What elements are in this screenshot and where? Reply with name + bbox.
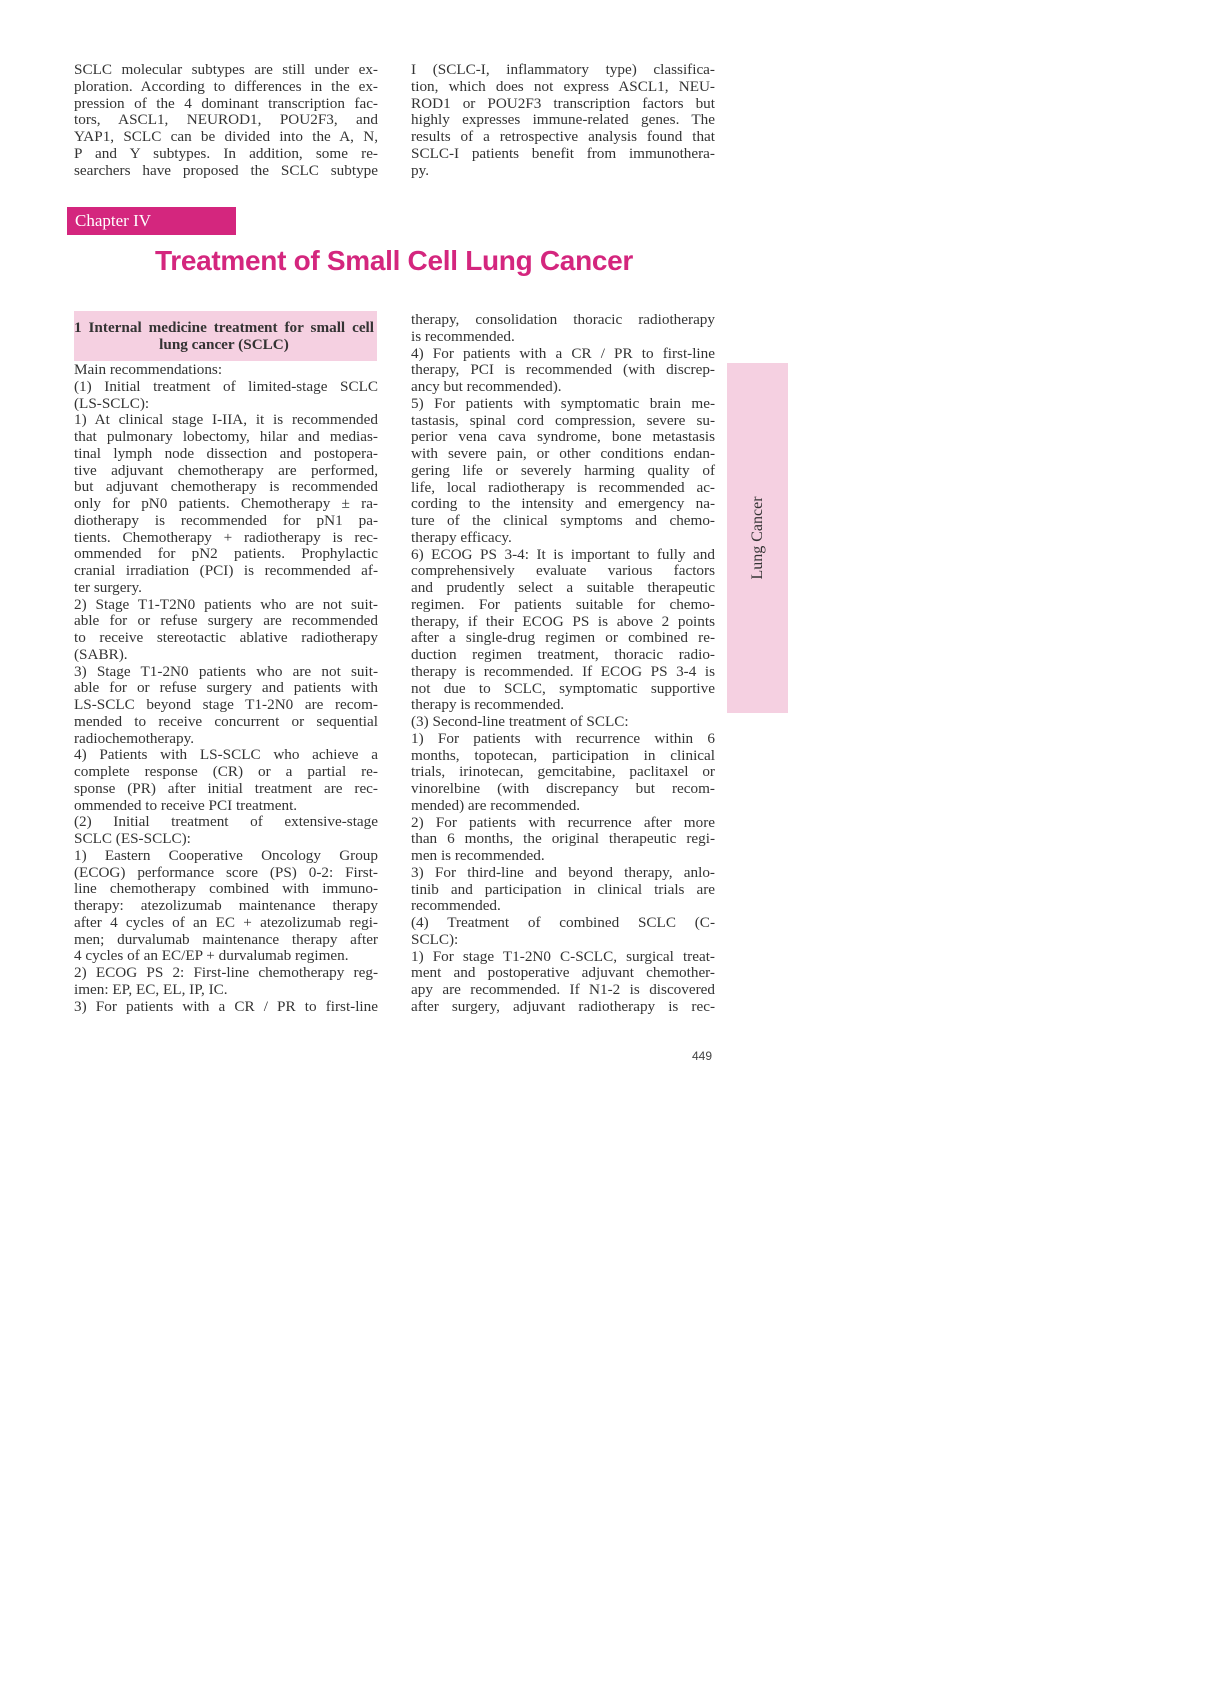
text-line: (4) Treatment of combined SCLC (C-	[411, 914, 715, 931]
text-line: highly expresses immune-related genes. The	[411, 111, 715, 129]
text-line: ment and postoperative adjuvant chemother-	[411, 964, 715, 982]
text-line: line chemotherapy combined with immuno-	[74, 880, 378, 898]
text-line: cording to the intensity and emergency na-	[411, 495, 715, 513]
paragraph	[411, 547, 715, 715]
paragraph	[74, 747, 378, 814]
text-line: perior vena cava syndrome, bone metastasis	[411, 428, 715, 446]
text-line: vinorelbine (with discrepancy but recom-	[411, 780, 715, 797]
text-line: after surgery, adjuvant radiotherapy is rec-	[411, 997, 715, 1015]
text-line: life, local radiotherapy is recommended ac-	[411, 478, 715, 496]
paragraph	[74, 62, 378, 179]
text-line: men is recommended.	[411, 847, 545, 864]
text-line: radiochemotherapy.	[74, 729, 195, 747]
text-line: tors, ASCL1, NEUROD1, POU2F3, and	[74, 111, 378, 129]
text-line: 6) ECOG PS 3-4: It is important to fully and	[411, 545, 715, 563]
chapter-label: Chapter IV	[67, 207, 236, 235]
text-line: but adjuvant chemotherapy is recommended	[74, 478, 378, 496]
text-line: 3) Stage T1-2N0 patients who are not suit-	[74, 662, 378, 680]
text-line: only for pN0 patients. Chemotherapy ± ra-	[74, 495, 378, 512]
paragraph	[74, 965, 378, 999]
side-tab	[727, 363, 788, 713]
text-line: is recommended.	[411, 327, 515, 345]
text-line: LS-SCLC beyond stage T1-2N0 are recom-	[74, 696, 378, 713]
text-line: 3) For third-line and beyond therapy, anlo-	[411, 863, 715, 881]
text-line: diotherapy is recommended for pN1 pa-	[74, 511, 378, 529]
text-line: mended to receive concurrent or sequential	[74, 712, 378, 730]
paragraph	[411, 62, 715, 179]
text-line: trials, irinotecan, gemcitabine, paclitaxel or	[411, 763, 715, 781]
text-line: not due to SCLC, symptomatic supportive	[411, 679, 715, 697]
text-line: after a single-drug regimen or combined re-	[411, 629, 715, 647]
text-line: Main recommendations:	[74, 361, 223, 378]
paragraph	[74, 597, 378, 664]
paragraph	[411, 346, 715, 396]
paragraph	[411, 915, 715, 949]
text-line: ploration. According to differences in the ex-	[74, 77, 378, 95]
paragraph	[74, 664, 378, 748]
paragraph	[411, 865, 715, 915]
text-line: complete response (CR) or a partial re-	[74, 763, 378, 780]
paragraph	[74, 999, 378, 1016]
text-line: therapy is recommended. If ECOG PS 3-4 is	[411, 662, 715, 680]
text-line: therapy, if their ECOG PS is above 2 points	[411, 612, 715, 630]
body-column-right	[411, 312, 715, 1016]
text-line: ROD1 or POU2F3 transcription factors but	[411, 94, 715, 112]
text-line: (LS-SCLC):	[74, 394, 150, 412]
text-line: 1) For patients with recurrence within 6	[411, 729, 715, 747]
text-line: (SABR).	[74, 645, 128, 663]
paragraph	[74, 362, 378, 379]
text-line: tinib and participation in clinical trials are	[411, 880, 715, 898]
text-line: ter surgery.	[74, 578, 142, 596]
paragraph	[411, 731, 715, 815]
text-line: (2) Initial treatment of extensive-stage	[74, 813, 378, 831]
text-line: P and Y subtypes. In addition, some re-	[74, 144, 378, 162]
text-line: tastasis, spinal cord compression, severe su-	[411, 411, 715, 429]
text-line: 2) For patients with recurrence after more	[411, 813, 715, 831]
text-line: 4 cycles of an EC/EP + durvalumab regimen.	[74, 947, 349, 965]
text-line: therapy efficacy.	[411, 528, 512, 546]
text-line: 1) At clinical stage I-IIA, it is recommended	[74, 411, 378, 429]
text-line: (ECOG) performance score (PS) 0-2: First-	[74, 863, 378, 881]
text-line: 3) For patients with a CR / PR to first-line	[74, 997, 378, 1015]
text-line: SCLC-I patients benefit from immunothera-	[411, 144, 715, 162]
text-line: imen: EP, EC, EL, IP, IC.	[74, 980, 228, 998]
text-line: ommended to receive PCI treatment.	[74, 796, 298, 814]
text-line: able for or refuse surgery and patients with	[74, 679, 378, 697]
text-line: comprehensively evaluate various factors	[411, 562, 715, 580]
text-line: (1) Initial treatment of limited-stage SCLC	[74, 377, 378, 395]
section-heading: 1 Internal medicine treatment for small cell lung cancer (SCLC)	[74, 311, 377, 361]
paragraph	[411, 815, 715, 865]
text-line: to receive stereotactic ablative radiotherapy	[74, 629, 378, 646]
text-line: (3) Second-line treatment of SCLC:	[411, 713, 629, 730]
page-title: Treatment of Small Cell Lung Cancer	[154, 245, 634, 276]
paragraph	[74, 814, 378, 848]
text-line: 5) For patients with symptomatic brain me-	[411, 394, 715, 412]
text-line: ture of the clinical symptoms and chemo-	[411, 512, 715, 529]
paragraph	[74, 848, 378, 965]
body-column-left	[74, 362, 378, 1015]
paragraph	[411, 312, 715, 346]
text-line: regimen. For patients suitable for chemo-	[411, 595, 715, 613]
text-line: mended) are recommended.	[411, 796, 581, 814]
text-line: than 6 months, the original therapeutic regi-	[411, 830, 715, 848]
paragraph	[411, 396, 715, 547]
text-line: SCLC (ES-SCLC):	[74, 830, 191, 847]
text-line: SCLC):	[411, 930, 459, 948]
intro-column-left	[74, 62, 378, 179]
text-line: men; durvalumab maintenance therapy after	[74, 930, 378, 948]
text-line: searchers have proposed the SCLC subtype	[74, 161, 378, 179]
text-line: tients. Chemotherapy + radiotherapy is rec-	[74, 528, 378, 546]
text-line: recommended.	[411, 897, 501, 915]
text-line: with severe pain, or other conditions endan-	[411, 445, 715, 462]
text-line: that pulmonary lobectomy, hilar and medias-	[74, 428, 378, 445]
text-line: 4) Patients with LS-SCLC who achieve a	[74, 746, 378, 764]
text-line: cranial irradiation (PCI) is recommended af-	[74, 562, 378, 579]
text-line: ancy but recommended).	[411, 378, 562, 395]
text-line: SCLC molecular subtypes are still under ex-	[74, 61, 378, 78]
text-line: 4) For patients with a CR / PR to first-line	[411, 344, 715, 362]
text-line: apy are recommended. If N1-2 is discovered	[411, 981, 715, 998]
paragraph	[411, 714, 715, 731]
text-line: pression of the 4 dominant transcription fac-	[74, 94, 378, 112]
text-line: duction regimen treatment, thoracic radio-	[411, 646, 715, 663]
text-line: I (SCLC-I, inflammatory type) classifica-	[411, 61, 715, 78]
paragraph	[74, 379, 378, 413]
text-line: YAP1, SCLC can be divided into the A, N,	[74, 128, 378, 145]
text-line: ommended for pN2 patients. Prophylactic	[74, 545, 378, 563]
page-number: 449	[692, 1049, 713, 1063]
text-line: therapy: atezolizumab maintenance therapy	[74, 897, 378, 914]
text-line: 1) For stage T1-2N0 C-SCLC, surgical treat-	[411, 947, 715, 965]
text-line: therapy, PCI is recommended (with discrep-	[411, 361, 715, 379]
text-line: results of a retrospective analysis found that	[411, 128, 715, 145]
paragraph	[411, 949, 715, 1016]
text-line: tion, which does not express ASCL1, NEU-	[411, 77, 715, 95]
text-line: after 4 cycles of an EC + atezolizumab regi-	[74, 913, 378, 931]
text-line: months, topotecan, participation in clinical	[411, 746, 715, 764]
text-line: py.	[411, 161, 429, 179]
text-line: tive adjuvant chemotherapy are performed,	[74, 461, 378, 479]
paragraph	[74, 412, 378, 596]
text-line: sponse (PR) after initial treatment are rec-	[74, 779, 378, 797]
text-line: and prudently select a suitable therapeutic	[411, 579, 715, 596]
text-line: 2) ECOG PS 2: First-line chemotherapy reg-	[74, 964, 378, 981]
side-tab-label: Lung Cancer	[748, 496, 766, 580]
text-line: tinal lymph node dissection and postopera-	[74, 444, 378, 462]
text-line: 2) Stage T1-T2N0 patients who are not suit-	[74, 595, 378, 613]
text-line: 1) Eastern Cooperative Oncology Group	[74, 846, 378, 864]
text-line: able for or refuse surgery are recommended	[74, 612, 378, 630]
text-line: therapy, consolidation thoracic radiotherapy	[411, 311, 715, 328]
intro-column-right	[411, 62, 715, 179]
text-line: therapy is recommended.	[411, 696, 565, 714]
text-line: gering life or severely harming quality of	[411, 461, 715, 479]
